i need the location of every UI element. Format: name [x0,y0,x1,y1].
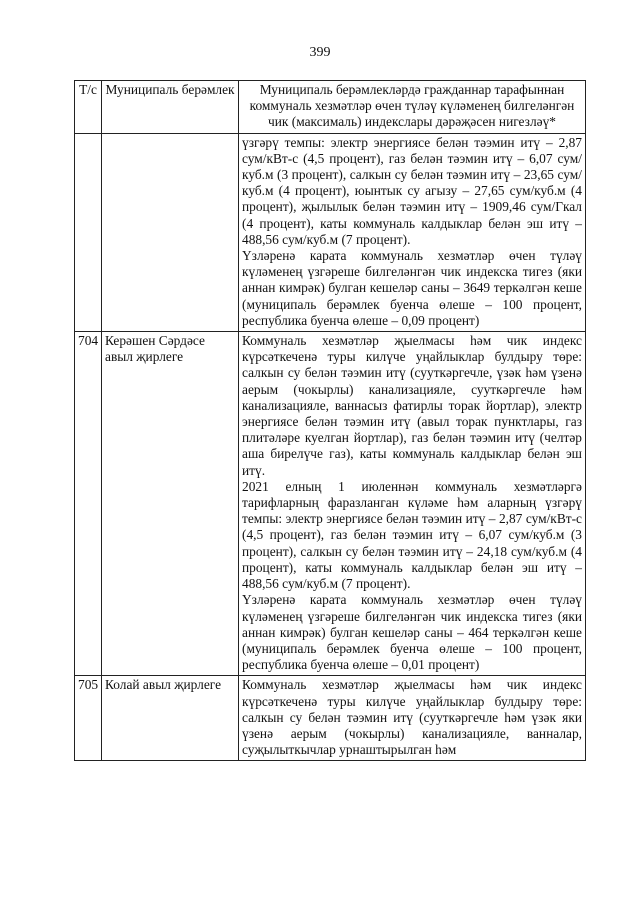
row-num [75,133,102,331]
paragraph: Коммуналь хезмәтләр җыелмасы һәм чик индекс күрсәткеченә туры килүче уңайлыклар булдыру төре: салкын су белән тәэмин итү (сууткәргечле һәм үзәк яки үзенә аерым (чокырлы) канализацияле, ванналар, суҗылыткычлар урнаштырылган һәм [242,677,582,758]
paragraph: Үзләренә карата коммуналь хезмәтләр өчен түләү күләменең үзгәреше билгеләнгән чик индекска тигез (яки аннан кимрәк) булган кешеләр саны – 464 теркәлгән кеше (муниципаль берәмлек буенча өлеше – 100 процент, республика буенча өлеше – 0,01 процент) [242,592,582,673]
row-num: 705 [75,676,102,761]
row-municipality: Керәшен Сәрдәсе авыл җирлеге [102,332,239,676]
page-number: 399 [309,45,331,60]
paragraph: Коммуналь хезмәтләр җыелмасы һәм чик индекс күрсәткеченә туры килүче уңайлыклар булдыру төре: салкын су белән тәэмин итү (сууткәргечле, үзәк һәм үзенә аерым (чокырлы) канализацияле, сууткәргечле һәм канализацияле, ваннасыз фатирлы торак йортлар), электр энергиясе белән тәэмин итү (авыл торак пунктлары, газ плитәләре куелган йортлар), газ белән тәэмин итү (челтәр аша бирелүче газ), каты коммуналь калдыклар белән эш итү. [242,333,582,478]
row-description [239,676,586,761]
paragraph: 2021 елның 1 июленнән коммуналь хезмәтләргә тарифларның фаразланган күләме һәм аларның үзгәрү темпы: электр энергиясе белән тәэмин итү – 2,87 сум/кВт-с (4,5 процент), газ белән тәэмин итү – 6,07 сум/куб.м (3 процент), салкын су белән тәэмин итү – 24,18 сум/куб.м (4 процент), каты коммуналь калдыклар белән эш итү – 488,56 сум/куб.м (7 процент). [242,478,582,592]
table-header-row [75,81,586,134]
paragraph: үзгәрү темпы: электр энергиясе белән тәэмин итү – 2,87 сум/кВт-с (4,5 процент), газ белән тәэмин итү – 6,07 сум/куб.м (3 процент), салкын су белән тәэмин итү – 23,65 сум/куб.м (4 процент), юынтык су агызу – 27,65 сум/куб.м (4 процент), җылылык белән тәэмин итү – 1909,46 сум/Гкал (4 процент), каты коммуналь калдыклар белән эш итү – 488,56 сум/куб.м (7 процент). [242,134,582,247]
row-municipality [102,133,239,331]
table-row [75,133,586,331]
row-municipality: Колай авыл җирлеге [102,676,239,761]
table-row [75,676,586,761]
row-description [239,332,586,676]
header-num: Т/с [75,81,102,134]
table-row [75,332,586,676]
tariff-table [74,80,586,761]
row-num: 704 [75,332,102,676]
header-municipality: Муниципаль берәмлек [102,81,239,134]
row-description [239,133,586,331]
paragraph: Үзләренә карата коммуналь хезмәтләр өчен түләү күләменең үзгәреше билгеләнгән чик индекска тигез (яки аннан кимрәк) булган кешеләр саны – 3649 теркәлгән кеше (муниципаль берәмлек буенча өлеше – 100 процент, республика буенча өлеше – 0,09 процент) [242,248,582,328]
header-description: Муниципаль берәмлекләрдә гражданнар тарафыннан коммуналь хезмәтләр өчен түләү күләменең билгеләнгән чик (максималь) индекслары дәрәҗәсен нигезләү* [239,81,586,134]
